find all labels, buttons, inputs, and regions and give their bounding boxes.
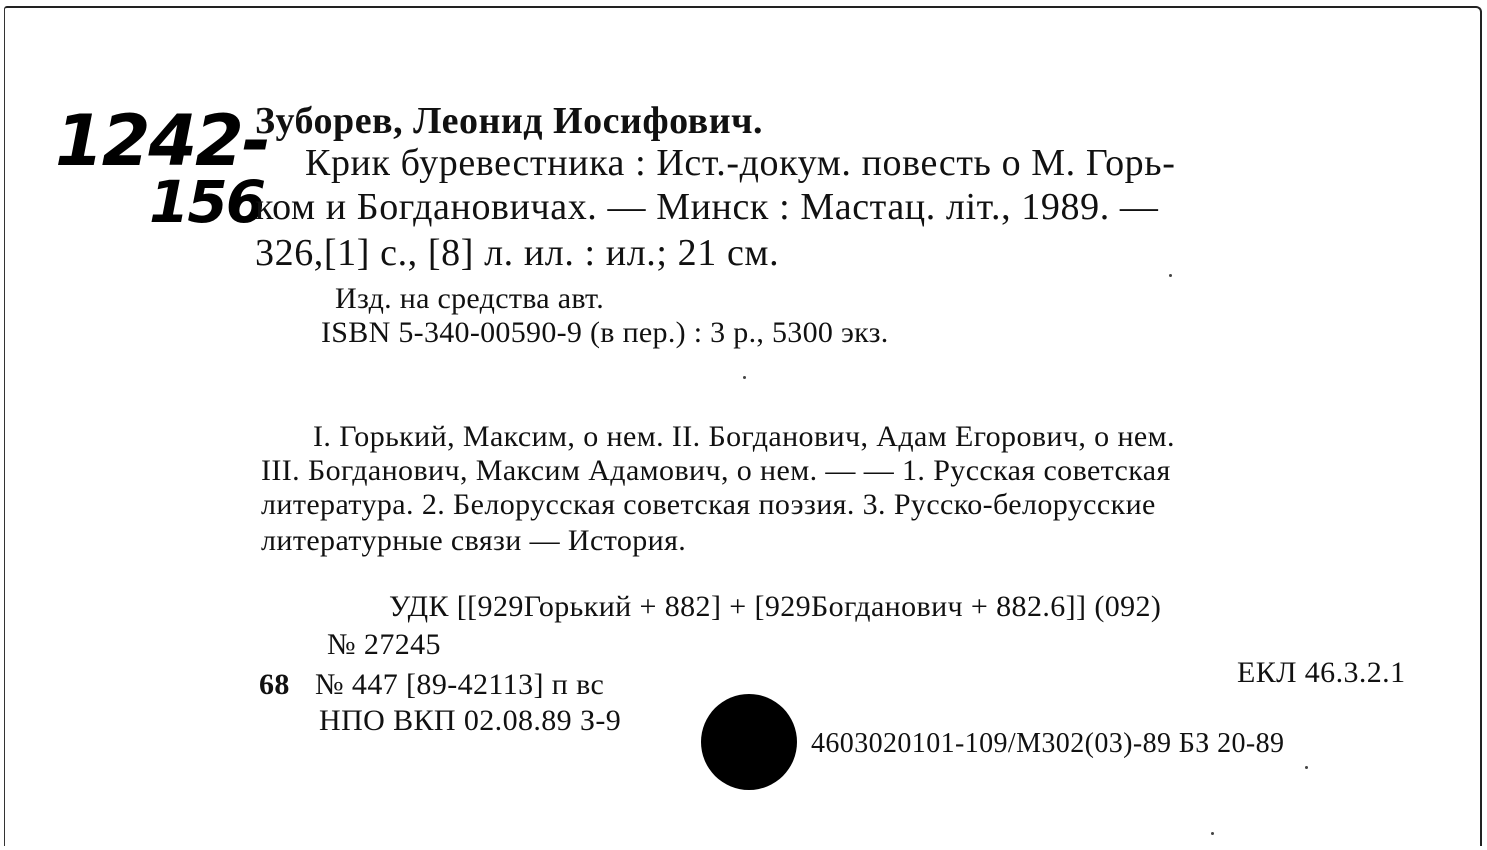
punch-hole — [701, 694, 797, 790]
shelfmark-line-1: 1242- — [55, 100, 269, 182]
title-line-3: 326,[1] с., [8] л. ил. : ил.; 21 см. — [255, 232, 780, 274]
dust-speck — [743, 376, 746, 379]
udk-classification: УДК [[929Горький + 882] + [929Богданович + 882.6]] (092) — [389, 590, 1162, 623]
catalog-card — [4, 6, 1482, 846]
ekl-code: ЕКЛ 46.3.2.1 — [1237, 656, 1406, 689]
isbn-line: ISBN 5-340-00590-9 (в пер.) : 3 р., 5300 экз. — [321, 316, 889, 349]
card-number: № 27245 — [327, 628, 441, 661]
dust-speck — [1305, 766, 1308, 769]
dust-speck — [1169, 274, 1172, 277]
subject-line-4: литературные связи — История. — [261, 524, 687, 557]
print-code-prefix: 68 — [259, 668, 290, 701]
print-code: № 447 [89-42113] п вс — [315, 668, 605, 701]
dust-speck — [1211, 832, 1214, 835]
bbk-code: 4603020101-109/М302(03)-89 БЗ 20-89 — [811, 728, 1285, 759]
publisher-note: Изд. на средства авт. — [335, 282, 605, 315]
subject-line-1: I. Горький, Максим, о нем. II. Богданович, Адам Егорович, о нем. — [313, 420, 1175, 453]
subject-line-2: III. Богданович, Максим Адамович, о нем. — — 1. Русская советская — [261, 454, 1171, 487]
title-line-1: Крик буревестника : Ист.-докум. повесть о М. Горь- — [305, 142, 1176, 184]
title-line-2: ком и Богдановичах. — Минск : Мастац. лiт., 1989. — — [255, 186, 1159, 228]
shelfmark-line-2: 156 — [149, 168, 265, 236]
subject-line-3: литература. 2. Белорусская советская поэзия. 3. Русско-белорусские — [261, 488, 1156, 521]
npo-line: НПО ВКП 02.08.89 З-9 — [319, 704, 622, 737]
author-heading: Зуборев, Леонид Иосифович. — [255, 100, 764, 142]
